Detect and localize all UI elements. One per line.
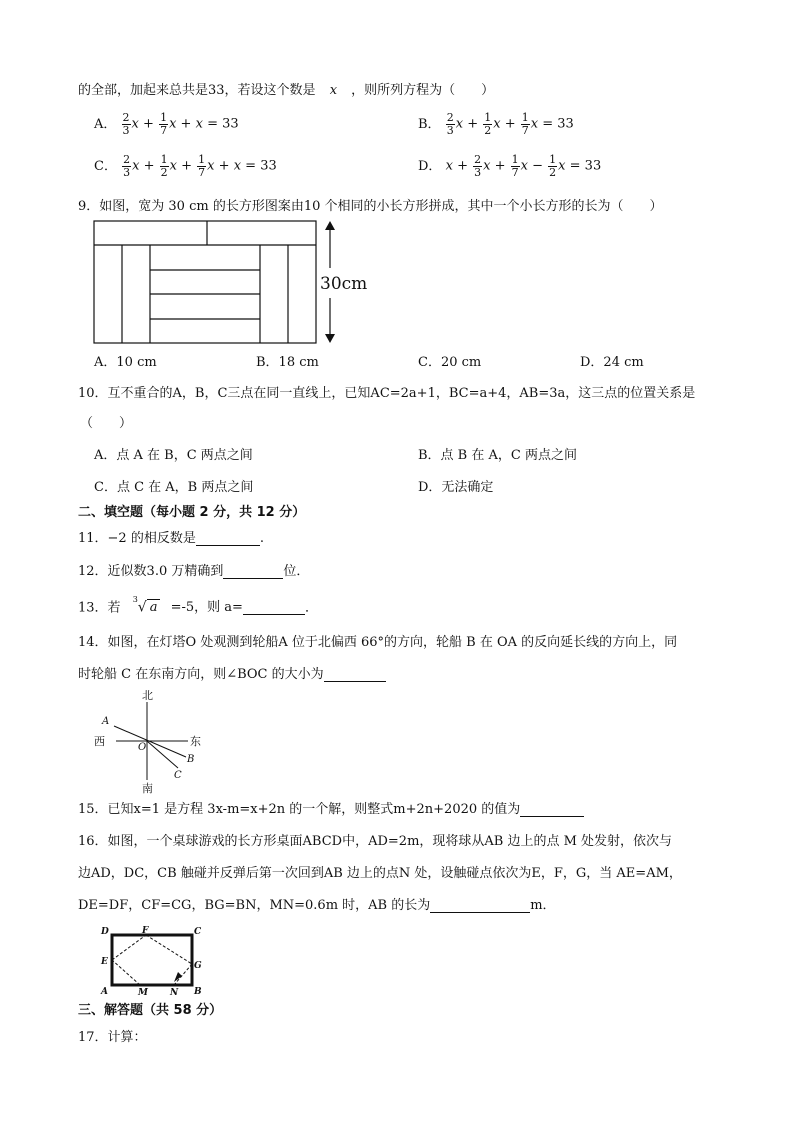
q17-stem: 17．计算： bbox=[78, 1030, 147, 1045]
q8-stem-suffix: ，则所列方程为（ ） bbox=[351, 83, 495, 98]
q10-option-d[interactable]: D．无法确定 bbox=[418, 480, 494, 495]
point-c-label: C bbox=[174, 770, 182, 781]
q8-option-d[interactable]: D． x + $\frac{2}{3}$ x + $\frac{1}{7}$ x − $\frac{1}{2}$ x = 33 bbox=[418, 153, 602, 179]
q11-answer-blank[interactable] bbox=[196, 532, 260, 546]
q14-stem-line2: 时轮船 C 在东南方向，则∠BOC 的大小为 bbox=[78, 668, 386, 682]
q9-option-a[interactable]: A．10 cm bbox=[94, 355, 157, 370]
q12-text: 12．近似数3.0 万精确到 bbox=[78, 564, 224, 579]
cube-root-expression: $^3$√ a bbox=[133, 600, 161, 614]
q9-option-c[interactable]: C．20 cm bbox=[418, 355, 482, 370]
q14-compass-figure bbox=[90, 688, 210, 798]
section-title-fill-in: 二、填空题（每小题 2 分，共 12 分） bbox=[78, 505, 306, 520]
q16-stem-line3: DE=DF，CF=CG，BG=BN，MN=0.6m 时，AB 的长为 m． bbox=[78, 898, 556, 913]
option-label: B． bbox=[418, 116, 441, 132]
q9-stem: 9．如图，宽为 30 cm 的长方形图案由10 个相同的小长方形拼成，其中一个小长方形的长为（ ） bbox=[78, 199, 663, 214]
q15-answer-blank[interactable] bbox=[520, 803, 584, 817]
q16-answer-blank[interactable] bbox=[430, 899, 530, 913]
q13: 13．若 $^3$√ a =-5，则 a= ． bbox=[78, 595, 318, 616]
q10-option-c[interactable]: C．点 C 在 A，B 两点之间 bbox=[94, 480, 254, 495]
label-n: N bbox=[170, 988, 179, 998]
point-b-label: B bbox=[187, 754, 195, 765]
q12: 12．近似数3.0 万精确到 位． bbox=[78, 564, 310, 579]
label-c: C bbox=[194, 927, 202, 937]
q15 bbox=[78, 803, 584, 817]
q13-answer-blank[interactable] bbox=[243, 601, 305, 615]
compass-south: 南 bbox=[142, 782, 153, 795]
label-e: E bbox=[101, 957, 108, 967]
q10-option-b[interactable]: B．点 B 在 A，C 两点之间 bbox=[418, 448, 577, 463]
label-b: B bbox=[194, 987, 202, 997]
fraction: $\frac{2}{3}$ bbox=[122, 111, 130, 137]
q14-stem-line1: 14．如图，在灯塔O 处观测到轮船A 位于北偏西 66°的方向，轮船 B 在 OA 的反向延长线的方向上，同 bbox=[78, 635, 678, 650]
q8-stem-prefix: 的全部，加起来总共是33，若设这个数是 bbox=[78, 83, 316, 98]
label-a: A bbox=[101, 987, 108, 997]
q16-billiard-figure bbox=[98, 924, 208, 998]
q14-answer-blank[interactable] bbox=[324, 668, 386, 682]
section-title-solve: 三、解答题（共 58 分） bbox=[78, 1003, 223, 1018]
label-m: M bbox=[138, 988, 148, 998]
q8-option-c[interactable]: C． $\frac{2}{3}$ x + $\frac{1}{2}$ x + $\frac{1}{7}$ x + x = 33 bbox=[94, 153, 277, 179]
q8-stem-line bbox=[78, 84, 494, 97]
label-g: G bbox=[194, 961, 202, 971]
q9-dimension-label: 30cm bbox=[320, 274, 368, 294]
q10-answer-paren: （ ） bbox=[80, 416, 133, 431]
q12-answer-blank[interactable] bbox=[223, 565, 283, 579]
q13-text: 13．若 bbox=[78, 600, 121, 616]
q16-stem-line2: 边AD，DC，CB 触碰并反弹后第一次回到AB 边上的点N 处，设触碰点依次为E，F，G，当 AE=AM， bbox=[78, 866, 682, 881]
point-a-label: A bbox=[102, 716, 110, 727]
q15-text: 15．已知x=1 是方程 3x-m=x+2n 的一个解，则整式m+2n+2020 的值为 bbox=[78, 802, 521, 817]
compass-north: 北 bbox=[142, 689, 153, 702]
option-label: D． bbox=[418, 158, 442, 174]
fraction: $\frac{1}{7}$ bbox=[160, 111, 168, 137]
q9-option-d[interactable]: D．24 cm bbox=[580, 355, 644, 370]
q11-text: 11．−2 的相反数是 bbox=[78, 531, 196, 546]
label-d: D bbox=[101, 927, 109, 937]
q10-stem: 10．互不重合的A，B，C三点在同一直线上，已知AC=2a+1，BC=a+4，AB=3a，这三点的位置关系是 bbox=[78, 386, 696, 401]
q9-option-b[interactable]: B．18 cm bbox=[256, 355, 319, 370]
compass-west: 西 bbox=[94, 735, 105, 748]
option-label: A． bbox=[94, 116, 117, 132]
q8-option-a[interactable]: A． $\frac{2}{3}$ x + $\frac{1}{7}$ x + x = 33 bbox=[94, 111, 239, 137]
q10-option-a[interactable]: A．点 A 在 B，C 两点之间 bbox=[94, 448, 253, 463]
option-label: C． bbox=[94, 158, 117, 174]
label-f: F bbox=[142, 926, 149, 936]
point-o-label: O bbox=[138, 742, 147, 753]
q8-variable: x bbox=[329, 83, 338, 98]
q8-option-b[interactable]: B． $\frac{2}{3}$ x + $\frac{1}{2}$ x + $\frac{1}{7}$ x = 33 bbox=[418, 111, 574, 137]
q16-stem-line1: 16．如图，一个桌球游戏的长方形桌面ABCD中，AD=2m，现将球从AB 边上的点 M 处发射，依次与 bbox=[78, 834, 673, 849]
compass-east: 东 bbox=[190, 735, 201, 748]
q11: 11．−2 的相反数是 . bbox=[78, 531, 264, 546]
q9-rectangle-figure bbox=[92, 218, 382, 346]
